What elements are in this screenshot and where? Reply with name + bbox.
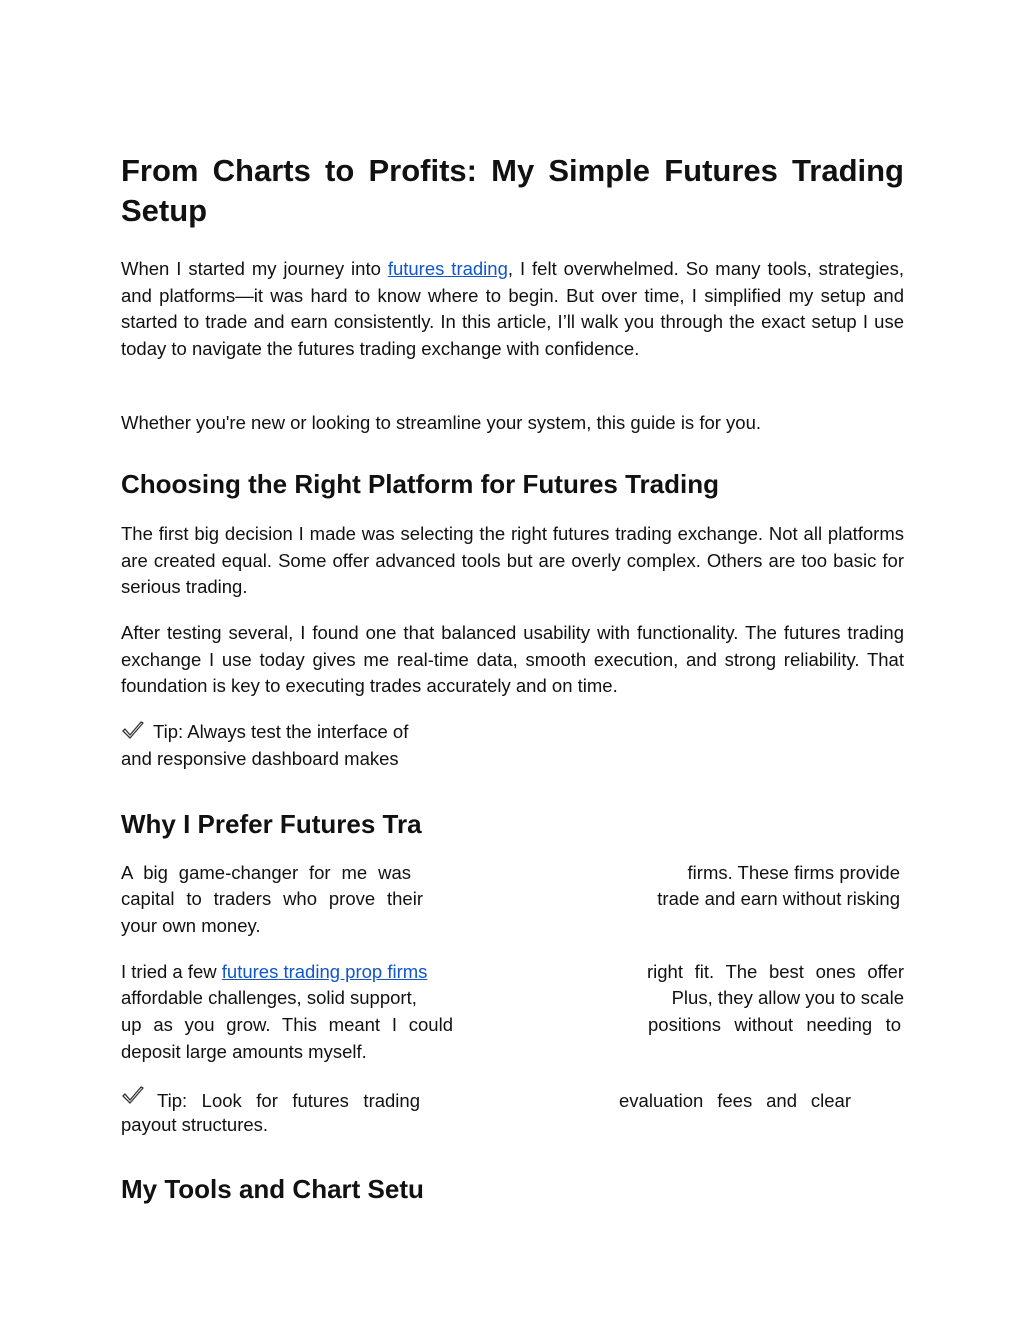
- checkmark-icon: [121, 720, 145, 742]
- page-title: From Charts to Profits: My Simple Futures Trading Setup: [121, 153, 904, 228]
- prop-firms-link[interactable]: futures trading prop firms: [221, 961, 428, 982]
- section-heading-tools: My Tools and Chart Setu: [121, 1174, 424, 1204]
- prop-p2-right-line-2: Plus, they allow you to scale: [671, 987, 904, 1008]
- prop-left-line-1: A big game-changer for me was: [121, 862, 411, 883]
- intro-text-start: When I started my journey into: [121, 258, 388, 279]
- tip2-line-1: [121, 1085, 420, 1115]
- section-heading-platform: Choosing the Right Platform for Futures Trading: [121, 469, 719, 499]
- platform-paragraph-2: After testing several, I found one that balanced usability with functionality. The futures trading exchange I use today gives me real-time data, smooth execution, and strong reliability. That foundation is key to executing trades accurately and on time.: [121, 622, 904, 696]
- checkmark-icon: [121, 1085, 145, 1107]
- prop-p2-left-line-3: up as you grow. This meant I could: [121, 1014, 453, 1035]
- tip2-right-text: evaluation fees and clear: [619, 1090, 851, 1111]
- tip2-text-1: Tip: Look for futures trading: [157, 1090, 420, 1111]
- prop-p2-right-line-1: right fit. The best ones offer: [647, 961, 904, 982]
- prop-p2-left-line-4: deposit large amounts myself.: [121, 1041, 367, 1062]
- prop-p2-left-line-2: affordable challenges, solid support,: [121, 987, 417, 1008]
- intro-paragraph-2: Whether you're new or looking to streamline your system, this guide is for you.: [121, 412, 762, 433]
- intro-paragraph: [121, 256, 904, 362]
- prop-right-line-2: trade and earn without risking: [657, 888, 900, 909]
- prop-left-line-3: your own money.: [121, 915, 261, 936]
- prop-p2-line-1: [121, 959, 427, 986]
- prop-p2-right-line-3: positions without needing to: [648, 1014, 901, 1035]
- intro-text-end: , I felt overwhelmed. So many tools, strategies, and platforms—it was hard to know where to begin. But over time, I simplified my setup and started to trade and earn consistently. In this article, I’ll walk you through the exact setup I use today to navigate the futures trading exchange with confidence.: [121, 258, 904, 359]
- platform-paragraph-1: The first big decision I made was selecting the right futures trading exchange. Not all platforms are created equal. Some offer advanced tools but are overly complex. Others are too basic for serious trading.: [121, 523, 904, 597]
- tip-text-1: Tip: Always test the interface of: [153, 721, 409, 742]
- prop-p2-text-start: I tried a few: [121, 961, 222, 982]
- tip2-line-2: payout structures.: [121, 1114, 269, 1135]
- prop-right-line-1: firms. These firms provide: [687, 862, 900, 883]
- section-heading-prop-firms: Why I Prefer Futures Tra: [121, 809, 422, 839]
- tip-line-2: and responsive dashboard makes: [121, 748, 399, 769]
- futures-trading-link[interactable]: futures trading: [387, 258, 508, 279]
- prop-left-line-2: capital to traders who prove their: [121, 888, 423, 909]
- tip-line-1: [121, 719, 408, 746]
